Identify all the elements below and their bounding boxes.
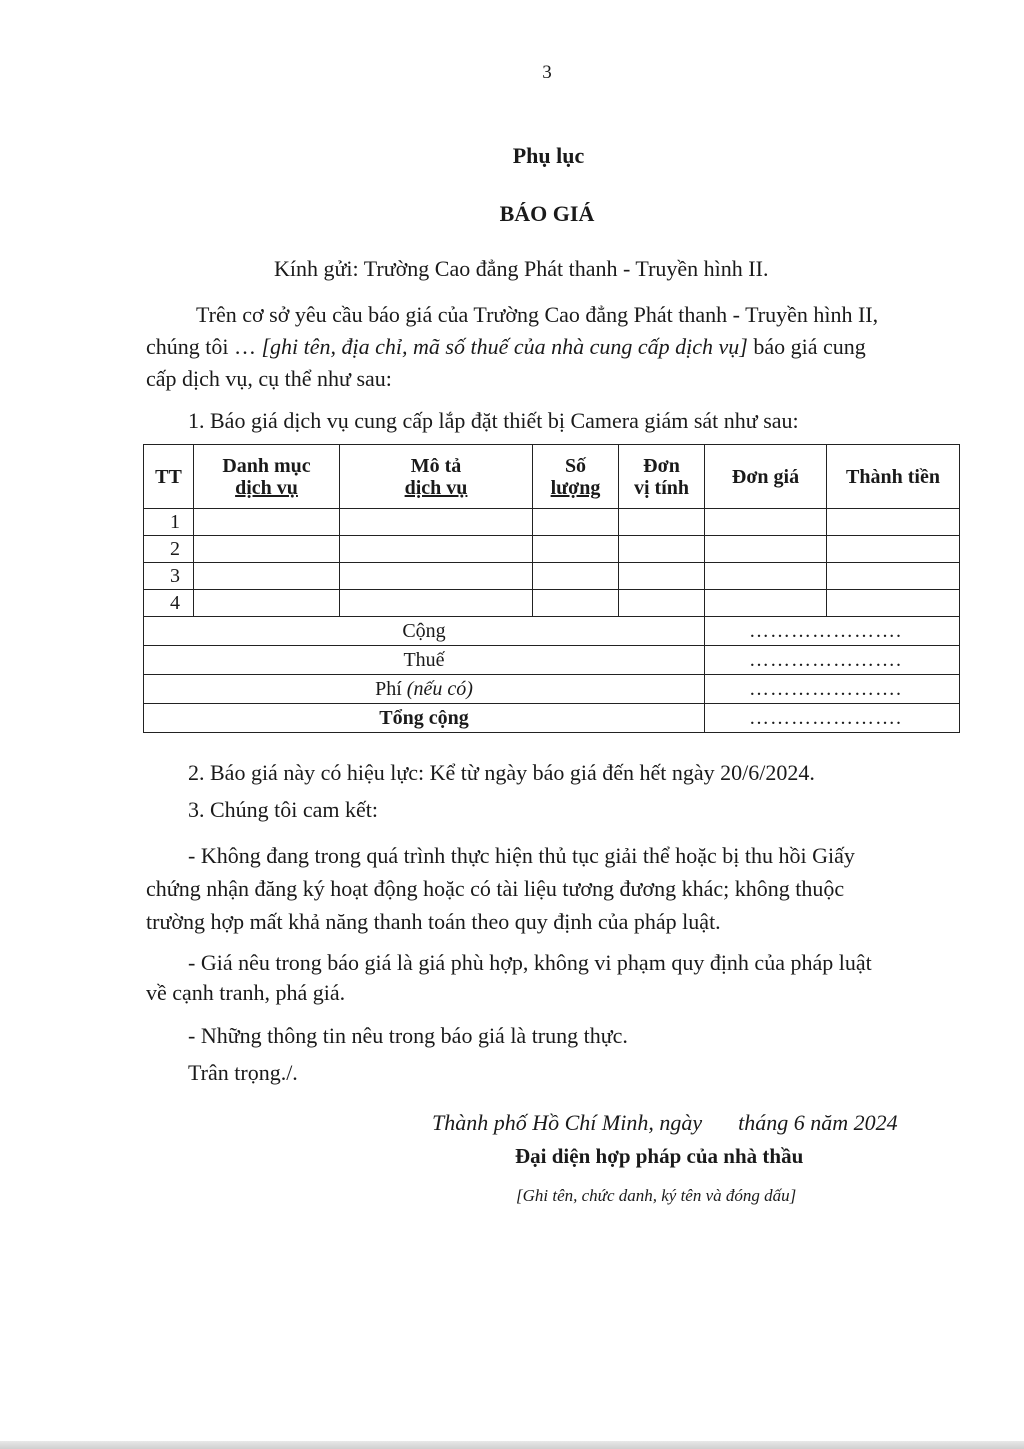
page-number: 3: [542, 62, 552, 83]
tax-value: ………………….: [705, 646, 960, 675]
header-desc-l1: Mô tả: [410, 454, 462, 477]
grand-total-value: ………………….: [705, 704, 960, 733]
header-tt: TT: [144, 445, 194, 509]
intro-line-1: Trên cơ sở yêu cầu báo giá của Trường Cao đẳng Phát thanh - Truyền hình II,: [196, 302, 879, 327]
fee-label-text: Phí: [375, 678, 407, 700]
place-date-a: Thành phố Hồ Chí Minh, ngày: [432, 1110, 703, 1135]
cell-empty: [194, 536, 340, 563]
document-title: BÁO GIÁ: [499, 201, 595, 226]
fee-row: [144, 675, 960, 704]
tax-label: Thuế: [144, 646, 705, 675]
validity-line: 2. Báo giá này có hiệu lực: Kể từ ngày báo giá đến hết ngày 20/6/2024.: [188, 760, 815, 785]
header-quantity: [533, 445, 619, 509]
header-qty-l2: lượng: [550, 476, 601, 499]
cell-empty: [194, 590, 340, 617]
cell-empty: [705, 590, 827, 617]
signer-title: Đại diện hợp pháp của nhà thầu: [515, 1144, 804, 1168]
row-number: 2: [144, 536, 194, 563]
cell-empty: [533, 536, 619, 563]
place-date-b: tháng 6 năm 2024: [738, 1110, 898, 1135]
row-number: 4: [144, 590, 194, 617]
intro-line-3: cấp dịch vụ, cụ thể như sau:: [146, 366, 392, 391]
cell-empty: [827, 590, 960, 617]
table-row: [144, 563, 960, 590]
header-service-l1: Danh mục: [222, 454, 311, 477]
table-row: [144, 509, 960, 536]
quote-table: [143, 444, 960, 733]
commitment-1-line-3: trường hợp mất khả năng thanh toán theo quy định của pháp luật.: [146, 909, 721, 934]
recipient-line: Kính gửi: Trường Cao đẳng Phát thanh - Truyền hình II.: [274, 256, 769, 281]
place-date-line: [432, 1110, 898, 1136]
cell-empty: [194, 509, 340, 536]
header-service-l2: dịch vụ: [235, 476, 298, 499]
table-header-row: [144, 445, 960, 509]
signature-note: [Ghi tên, chức danh, ký tên và đóng dấu]: [516, 1186, 797, 1205]
intro-text-a: chúng tôi …: [146, 334, 262, 359]
subtotal-label: Cộng: [144, 617, 705, 646]
header-description: [340, 445, 533, 509]
fee-label-note: (nếu có): [406, 678, 473, 700]
intro-line-2: [146, 334, 866, 360]
cell-empty: [533, 509, 619, 536]
section-1-heading: 1. Báo giá dịch vụ cung cấp lắp đặt thiết bị Camera giám sát như sau:: [188, 408, 799, 433]
cell-empty: [619, 509, 705, 536]
appendix-title: Phụ lục: [512, 143, 585, 168]
header-unit-price: Đơn giá: [705, 445, 827, 509]
grand-total-label: Tổng cộng: [144, 704, 705, 733]
closing-regards: Trân trọng./.: [188, 1060, 298, 1085]
cell-empty: [340, 536, 533, 563]
commitment-1-line-2: chứng nhận đăng ký hoạt động hoặc có tài liệu tương đương khác; không thuộc: [146, 876, 845, 901]
table-row: [144, 536, 960, 563]
header-unit-l1: Đơn: [643, 454, 680, 477]
commitment-heading: 3. Chúng tôi cam kết:: [188, 797, 379, 822]
cell-empty: [194, 563, 340, 590]
cell-empty: [705, 563, 827, 590]
subtotal-row: [144, 617, 960, 646]
commitment-2-line-1: - Giá nêu trong báo giá là giá phù hợp, không vi phạm quy định của pháp luật: [188, 950, 872, 975]
commitment-1-line-1: - Không đang trong quá trình thực hiện thủ tục giải thể hoặc bị thu hồi Giấy: [188, 843, 855, 868]
intro-placeholder: [ghi tên, địa chỉ, mã số thuế của nhà cung cấp dịch vụ]: [261, 334, 748, 359]
scan-edge-shadow: [0, 1441, 1024, 1449]
row-number: 1: [144, 509, 194, 536]
row-number: 3: [144, 563, 194, 590]
header-amount: Thành tiền: [827, 445, 960, 509]
cell-empty: [827, 509, 960, 536]
subtotal-value: ………………….: [705, 617, 960, 646]
table-row: [144, 590, 960, 617]
grand-total-row: [144, 704, 960, 733]
cell-empty: [705, 536, 827, 563]
commitment-2-line-2: về cạnh tranh, phá giá.: [146, 980, 346, 1005]
cell-empty: [705, 509, 827, 536]
cell-empty: [340, 509, 533, 536]
commitment-3: - Những thông tin nêu trong báo giá là trung thực.: [188, 1023, 628, 1048]
cell-empty: [827, 563, 960, 590]
cell-empty: [827, 536, 960, 563]
cell-empty: [533, 563, 619, 590]
header-desc-l2: dịch vụ: [404, 476, 468, 499]
cell-empty: [533, 590, 619, 617]
header-unit-l2: vị tính: [633, 476, 690, 499]
header-qty-l1: Số: [564, 454, 587, 477]
fee-label: [144, 675, 705, 704]
header-service: [194, 445, 340, 509]
intro-text-c: báo giá cung: [747, 334, 866, 359]
cell-empty: [340, 563, 533, 590]
cell-empty: [619, 590, 705, 617]
tax-row: [144, 646, 960, 675]
header-unit: [619, 445, 705, 509]
cell-empty: [340, 590, 533, 617]
cell-empty: [619, 563, 705, 590]
fee-value: ………………….: [705, 675, 960, 704]
cell-empty: [619, 536, 705, 563]
